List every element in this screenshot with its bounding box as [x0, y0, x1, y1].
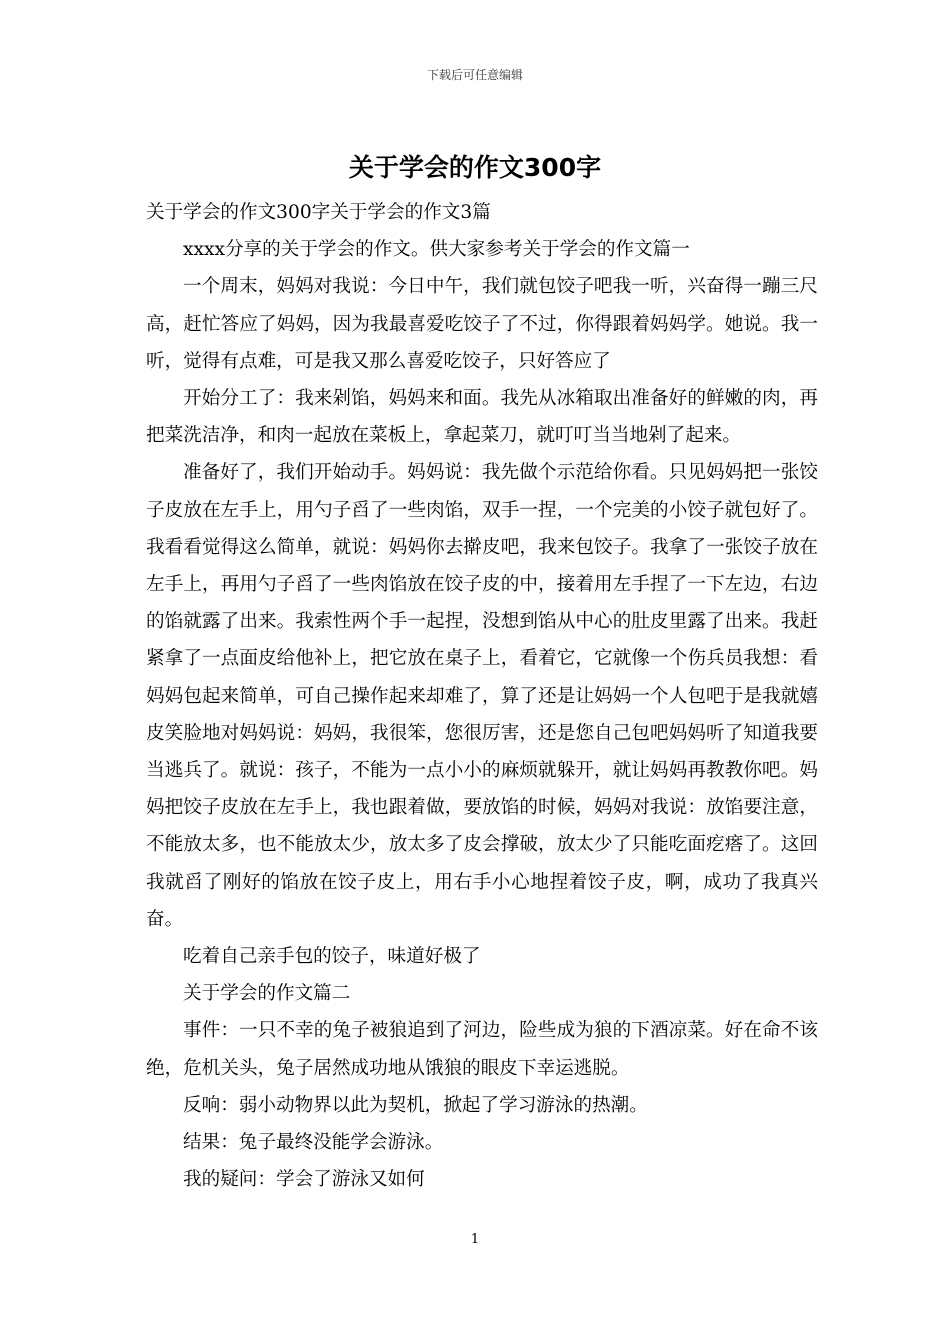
paragraph: 我的疑问：学会了游泳又如何 — [183, 1169, 425, 1191]
paragraph: 吃着自己亲手包的饺子，味道好极了 — [183, 946, 481, 968]
paragraph: 反响：弱小动物界以此为契机，掀起了学习游泳的热潮。 — [183, 1094, 648, 1116]
paragraph: 结果：兔子最终没能学会游泳。 — [183, 1132, 444, 1154]
page-header: 下载后可任意编辑 — [426, 68, 523, 82]
paragraph: 一个周末，妈妈对我说：今日中午，我们就包饺子吧我一听，兴奋得一蹦三尺高，赶忙答应了妈妈，因为我最喜爱吃饺子了不过，你得跟着妈妈学。她说。我一听，觉得有点难，可是我又那么喜爱吃饺子，只好答应了 — [146, 276, 818, 372]
page-number: 1 — [470, 1232, 480, 1247]
paragraph: 准备好了，我们开始动手。妈妈说：我先做个示范给你看。只见妈妈把一张饺子皮放在左手上，用勺子舀了一些肉馅，双手一捏，一个完美的小饺子就包好了。我看看觉得这么简单，就说：妈妈你去擀皮吧，我来包饺子。我拿了一张饺子放在左手上，再用勺子舀了一些肉馅放在饺子皮的中，接着用左手捏了一下左边，右边的馅就露了出来。我索性两个手一起捏，没想到馅从中心的肚皮里露了出来。我赶紧拿了一点面皮给他补上，把它放在桌子上，看着它，它就像一个伤兵员我想：看妈妈包起来简单，可自己操作起来却难了，算了还是让妈妈一个人包吧于是我就嬉皮笑脸地对妈妈说：妈妈，我很笨，您很厉害，还是您自己包吧妈妈听了知道我要当逃兵了。就说：孩子，不能为一点小小的麻烦就躲开，就让妈妈再教教你吧。妈妈把饺子皮放在左手上，我也跟着做，要放馅的时候，妈妈对我说：放馅要注意，不能放太多，也不能放太少，放太多了皮会撑破，放太少了只能吃面疙瘩了。这回我就舀了刚好的馅放在饺子皮上，用右手小心地捏着饺子皮，啊，成功了我真兴奋。 — [146, 462, 818, 930]
paragraph-subtitle: 关于学会的作文300字关于学会的作文3篇 — [146, 202, 491, 223]
section-heading: 关于学会的作文篇二 — [183, 983, 351, 1005]
document-body — [146, 194, 818, 1198]
paragraph: xxxx分享的关于学会的作文。供大家参考关于学会的作文篇一 — [183, 239, 690, 261]
document-title: 关于学会的作文300字 — [348, 153, 602, 182]
paragraph: 开始分工了：我来剁馅，妈妈来和面。我先从冰箱取出准备好的鲜嫩的肉，再把菜洗洁净，和肉一起放在菜板上，拿起菜刀，就叮叮当当地剁了起来。 — [146, 388, 818, 447]
paragraph: 事件：一只不幸的兔子被狼追到了河边，险些成为狼的下酒凉菜。好在命不该绝，危机关头，兔子居然成功地从饿狼的眼皮下幸运逃脱。 — [146, 1020, 818, 1079]
